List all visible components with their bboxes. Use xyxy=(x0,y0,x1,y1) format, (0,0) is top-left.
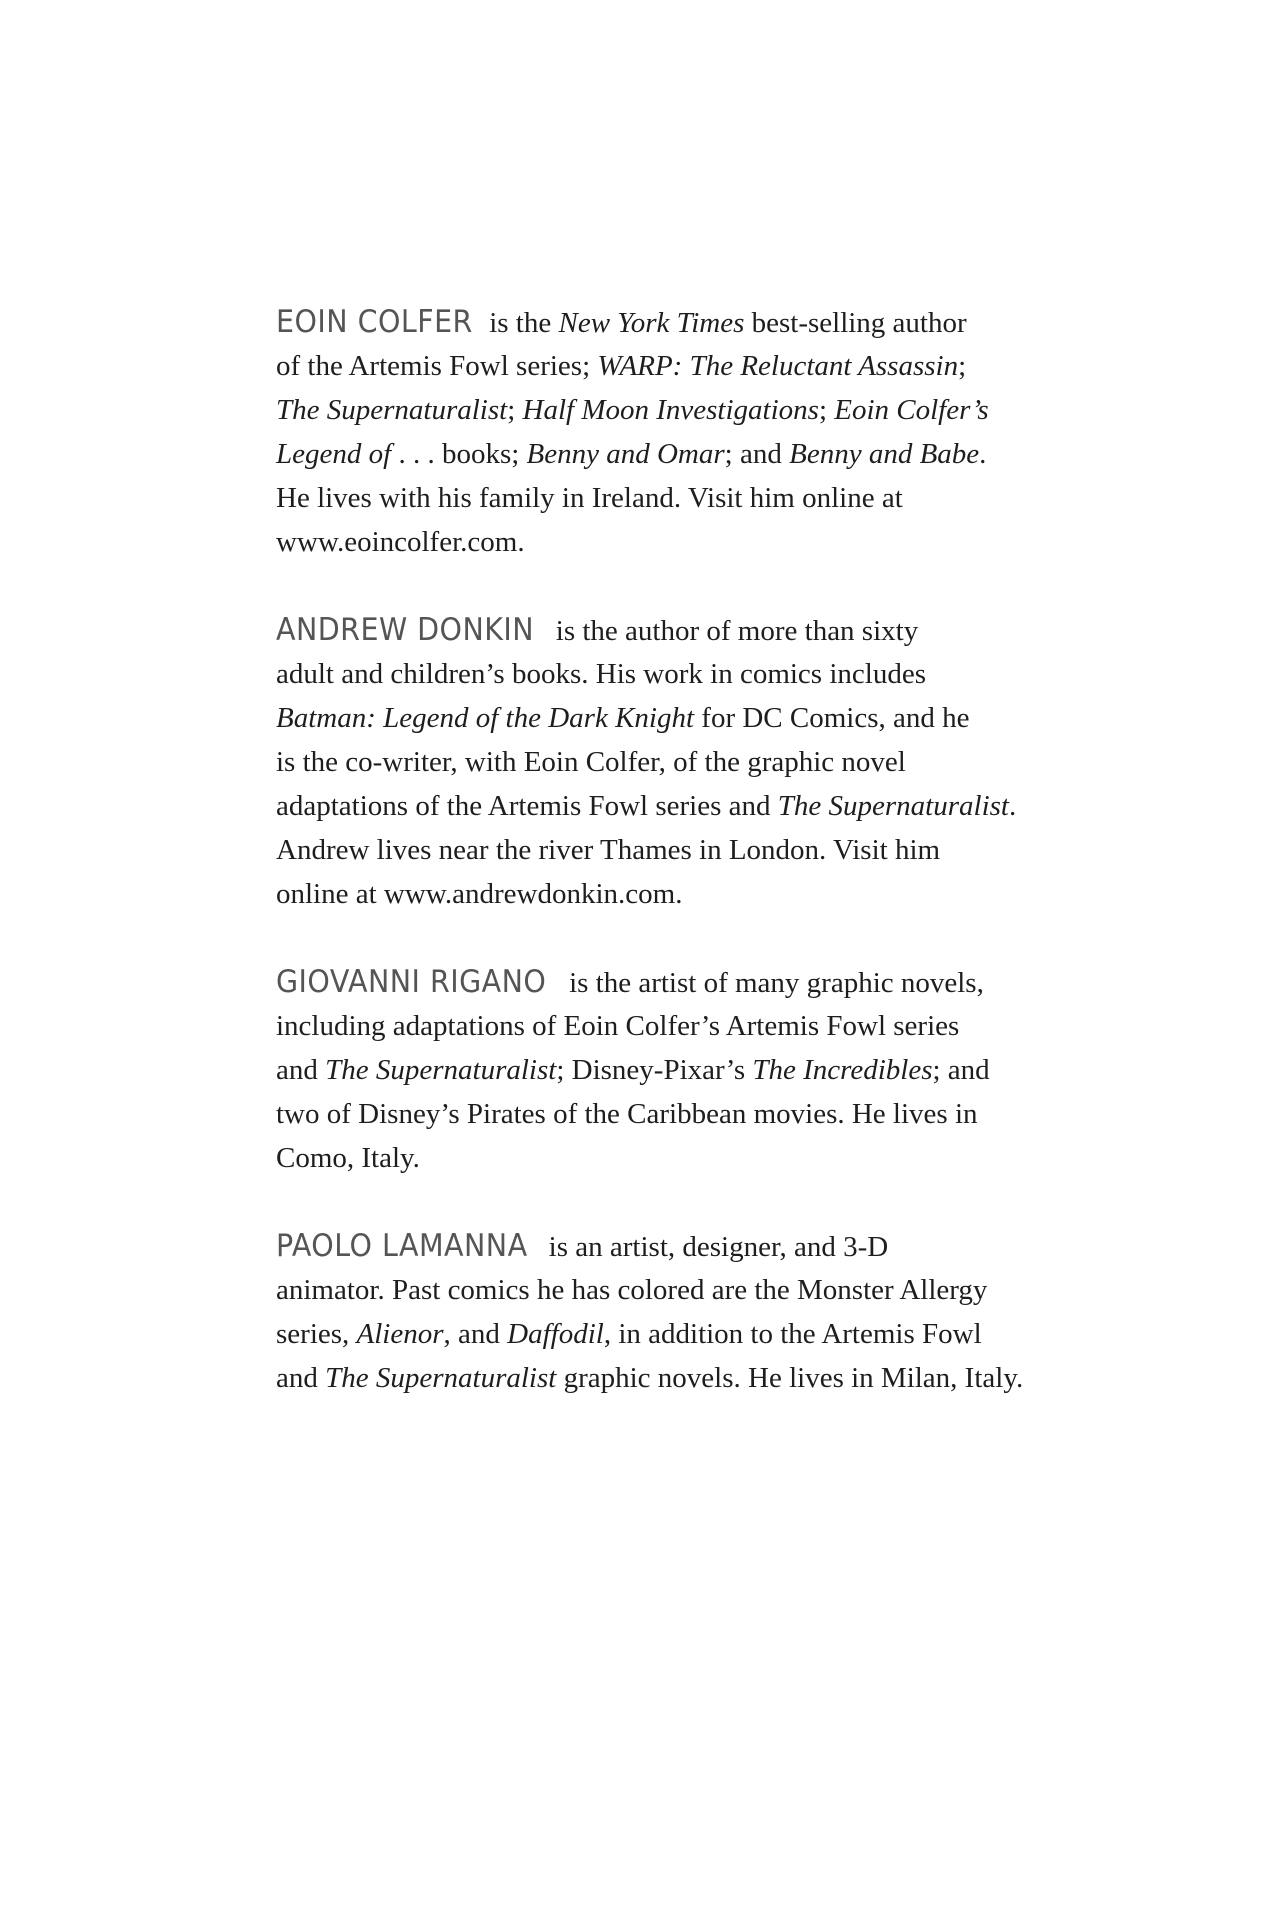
bio-text: adult and children’s books. His work in comics includes xyxy=(276,658,926,690)
bio-text: He lives with his family in Ireland. Visit him online at xyxy=(276,482,903,514)
bio-line xyxy=(276,1224,1076,1268)
bio-text: and xyxy=(276,1054,326,1086)
bio-text: ; Disney-Pixar’s xyxy=(556,1054,753,1086)
italic-title-text: Legend of xyxy=(276,438,392,470)
bio-line xyxy=(276,1312,1076,1356)
italic-title-text: Benny and Babe xyxy=(789,438,980,470)
bio-text: ; and xyxy=(932,1054,990,1086)
bio-text: . xyxy=(1008,790,1017,822)
author-name: ANDREW DONKIN xyxy=(276,612,535,648)
bio-line xyxy=(276,696,1076,740)
bio-text: for DC Comics, and he xyxy=(694,702,970,734)
bio-line xyxy=(276,960,1076,1004)
italic-title-text: Batman: Legend of the Dark Knight xyxy=(276,702,695,734)
author-name: EOIN COLFER xyxy=(276,304,473,340)
bio-line xyxy=(276,828,1076,872)
italic-title-text: Half Moon Investigations xyxy=(522,394,819,426)
bio-line xyxy=(276,1136,1076,1180)
author-bios-page xyxy=(276,300,1076,1444)
bio-text: is an artist, designer, and 3-D xyxy=(541,1231,889,1263)
bio-line xyxy=(276,1092,1076,1136)
bio-line xyxy=(276,740,1076,784)
bio-line xyxy=(276,476,1076,520)
italic-title-text: The Supernaturalist xyxy=(325,1362,557,1394)
bio-text: including adaptations of Eoin Colfer’s Artemis Fowl series xyxy=(276,1010,960,1042)
bio-text: . xyxy=(979,438,987,470)
bio-line xyxy=(276,432,1076,476)
author-bio xyxy=(276,1224,1076,1400)
bio-text: ; and xyxy=(724,438,790,470)
bio-text: is the author of more than sixty xyxy=(548,615,919,647)
bio-text: ; xyxy=(958,350,967,382)
bio-text: two of Disney’s Pirates of the Caribbean movies. He lives in xyxy=(276,1098,978,1130)
bio-text: of the Artemis Fowl series; xyxy=(276,350,598,382)
bio-line xyxy=(276,872,1076,916)
bio-text: series, xyxy=(276,1318,357,1350)
author-bio xyxy=(276,608,1076,916)
bio-text: is the artist of many graphic novels, xyxy=(561,967,984,999)
bio-line xyxy=(276,344,1076,388)
bio-line xyxy=(276,388,1076,432)
bio-line xyxy=(276,784,1076,828)
bio-line xyxy=(276,1048,1076,1092)
italic-title-text: The Supernaturalist xyxy=(276,394,508,426)
author-bio xyxy=(276,960,1076,1180)
italic-title-text: The Incredibles xyxy=(752,1054,933,1086)
author-bio xyxy=(276,300,1076,564)
bio-line xyxy=(276,520,1076,564)
author-name: PAOLO LAMANNA xyxy=(276,1228,528,1264)
italic-title-text: Daffodil xyxy=(507,1318,604,1350)
italic-title-text: The Supernaturalist xyxy=(325,1054,557,1086)
bio-line xyxy=(276,608,1076,652)
bio-text: best-selling author xyxy=(744,307,967,339)
bio-text: online at www.andrewdonkin.com. xyxy=(276,878,683,910)
bio-text: animator. Past comics he has colored are the Monster Allergy xyxy=(276,1274,988,1306)
italic-title-text: New York Times xyxy=(558,307,745,339)
bio-text: www.eoincolfer.com. xyxy=(276,526,525,558)
bio-text: adaptations of the Artemis Fowl series and xyxy=(276,790,778,822)
italic-title-text: WARP: The Reluctant Assassin xyxy=(597,350,959,382)
bio-text: is the xyxy=(481,307,559,339)
bio-text: ; xyxy=(818,394,835,426)
italic-title-text: Benny and Omar xyxy=(526,438,725,470)
bio-line xyxy=(276,1004,1076,1048)
italic-title-text: Alienor xyxy=(356,1318,444,1350)
bio-text: Como, Italy. xyxy=(276,1142,420,1174)
italic-title-text: The Supernaturalist xyxy=(777,790,1009,822)
bio-line xyxy=(276,652,1076,696)
bio-text: , in addition to the Artemis Fowl xyxy=(603,1318,982,1350)
bio-text: is the co-writer, with Eoin Colfer, of the graphic novel xyxy=(276,746,906,778)
italic-title-text: Eoin Colfer’s xyxy=(834,394,989,426)
bio-text: Andrew lives near the river Thames in London. Visit him xyxy=(276,834,941,866)
bio-text: . . . books; xyxy=(391,438,527,470)
bio-text: , and xyxy=(443,1318,508,1350)
bio-text: graphic novels. He lives in Milan, Italy. xyxy=(556,1362,1024,1394)
author-name: GIOVANNI RIGANO xyxy=(276,964,547,1000)
bio-line xyxy=(276,1356,1076,1400)
bio-line xyxy=(276,1268,1076,1312)
bio-line xyxy=(276,300,1076,344)
bio-text: and xyxy=(276,1362,326,1394)
bio-text: ; xyxy=(507,394,523,426)
